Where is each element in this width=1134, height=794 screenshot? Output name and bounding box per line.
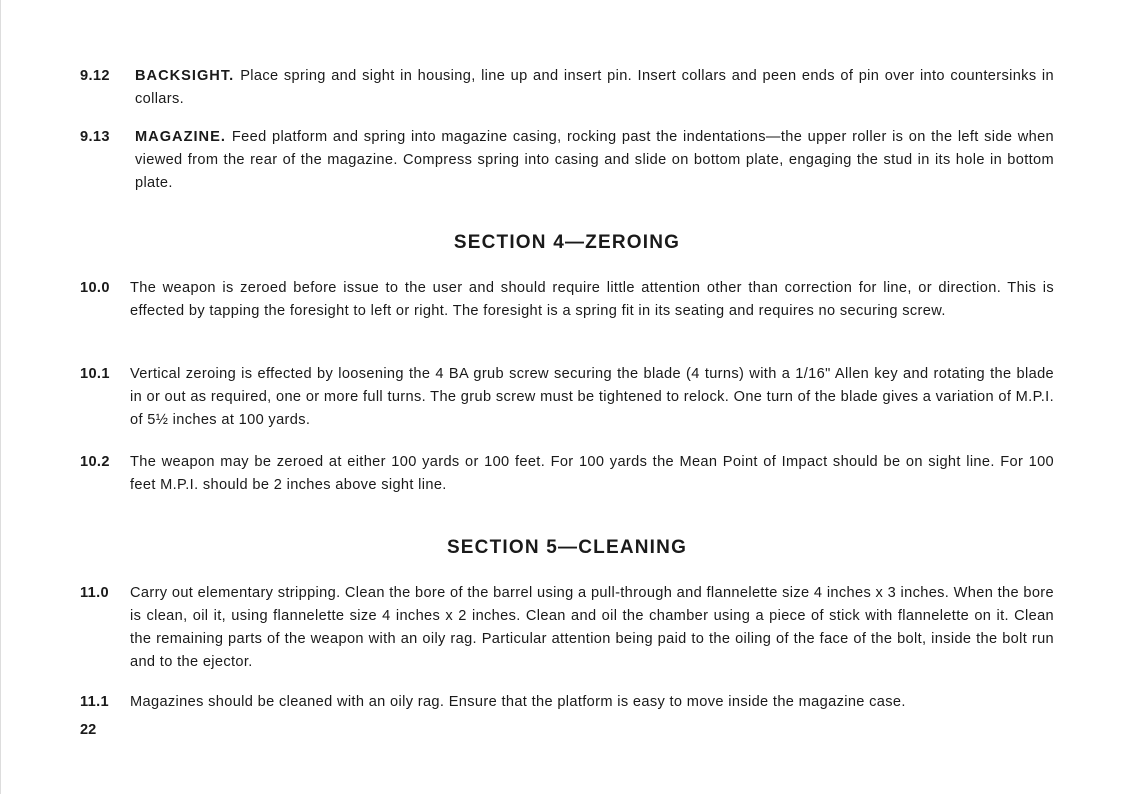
paragraph-text: The weapon is zeroed before issue to the user and should require little attention other than correction for line, or direction. This is effected by tapping the foresight to left or right. The foresight is a spring fit in its seating and requires no securing screw.: [130, 280, 1054, 319]
page-number: 22: [80, 722, 97, 738]
paragraph-11-1: [80, 691, 1054, 714]
paragraph-number: 9.12: [80, 68, 110, 84]
paragraph-9-13: [80, 126, 1054, 195]
paragraph-10-2: [80, 451, 1054, 497]
paragraph-text: Feed platform and spring into magazine casing, rocking past the indentations—the upper roller is on the left side when viewed from the rear of the magazine. Compress spring into casing and slide on bottom plate, engaging the stud in its hole in bottom plate.: [135, 129, 1054, 191]
paragraph-number: 10.0: [80, 280, 110, 296]
paragraph-text: Place spring and sight in housing, line up and insert pin. Insert collars and peen ends of pin over into countersinks in collars.: [135, 68, 1054, 107]
paragraph-9-12: [80, 65, 1054, 111]
paragraph-10-1: [80, 363, 1054, 432]
paragraph-text: Vertical zeroing is effected by loosening the 4 BA grub screw securing the blade (4 turns) with a 1/16" Allen key and rotating the blade in or out as required, one or more full turns. The grub screw must be tightened to relock. One turn of the blade gives a variation of M.P.I. of 5½ inches at 100 yards.: [130, 366, 1054, 428]
paragraph-11-0: [80, 582, 1054, 674]
paragraph-number: 9.13: [80, 129, 110, 145]
section-heading-zeroing: SECTION 4—ZEROING: [453, 232, 681, 253]
section-heading-cleaning: SECTION 5—CLEANING: [446, 537, 688, 558]
paragraph-text: Magazines should be cleaned with an oily rag. Ensure that the platform is easy to move inside the magazine case.: [130, 694, 906, 710]
paragraph-number: 10.1: [80, 366, 110, 382]
page-edge: [0, 0, 1, 794]
paragraph-number: 11.1: [80, 694, 109, 710]
paragraph-text: Carry out elementary stripping. Clean the bore of the barrel using a pull-through and flannelette size 4 inches x 3 inches. When the bore is clean, oil it, using flannelette size 4 inches x 2 inches. Clean and oil the chamber using a piece of stick with flannelette on it. Clean the remaining parts of the weapon with an oily rag. Particular attention being paid to the oiling of the face of the bolt, inside the bolt run and to the ejector.: [130, 585, 1054, 670]
paragraph-10-0: [80, 277, 1054, 323]
paragraph-heading: BACKSIGHT.: [135, 68, 235, 84]
paragraph-heading: MAGAZINE.: [135, 129, 226, 145]
paragraph-number: 10.2: [80, 454, 110, 470]
paragraph-text: The weapon may be zeroed at either 100 yards or 100 feet. For 100 yards the Mean Point of Impact should be on sight line. For 100 feet M.P.I. should be 2 inches above sight line.: [130, 454, 1054, 493]
paragraph-number: 11.0: [80, 585, 109, 601]
